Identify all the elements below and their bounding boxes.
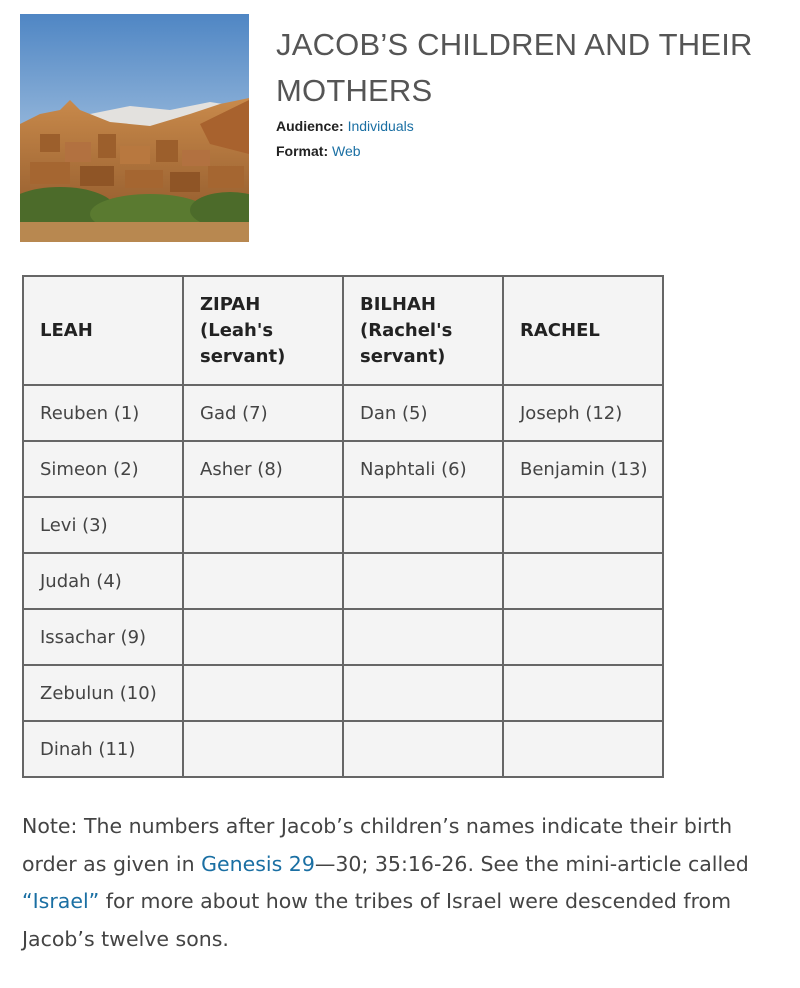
note-prefix: Note: The numbers after Jacob’s children’s names indicate their birth order as given in [22, 814, 733, 876]
table-cell: Gad (7) [183, 385, 343, 441]
table-cell [343, 609, 503, 665]
table-cell: Dinah (11) [23, 721, 183, 777]
header-line: BILHAH [360, 293, 436, 315]
format-link[interactable]: Web [332, 143, 361, 159]
table-row [23, 385, 663, 441]
table-cell: Dan (5) [343, 385, 503, 441]
article-thumbnail [20, 14, 249, 242]
children-mothers-table [22, 275, 664, 778]
audience-label: Audience: [276, 118, 344, 134]
table-cell [183, 553, 343, 609]
header-line: (Leah's [200, 319, 274, 341]
page-title: JACOB’S CHILDREN AND THEIR MOTHERS [276, 27, 753, 108]
table-cell [503, 665, 663, 721]
table-cell [343, 497, 503, 553]
table-row [23, 721, 663, 777]
table-cell [183, 721, 343, 777]
header-line: servant) [360, 345, 446, 367]
table-header-row [23, 276, 663, 385]
table-cell [183, 497, 343, 553]
note-middle: —30; 35:16-26. See the mini-article called [314, 851, 749, 876]
table-row [23, 553, 663, 609]
table-row [23, 665, 663, 721]
audience-link[interactable]: Individuals [347, 118, 414, 134]
table-cell: Benjamin (13) [503, 441, 663, 497]
table-cell [503, 553, 663, 609]
header-leah [23, 276, 183, 385]
table-cell: Joseph (12) [503, 385, 663, 441]
header-line: LEAH [40, 319, 93, 341]
table-cell [183, 609, 343, 665]
header-rachel [503, 276, 663, 385]
table-row [23, 609, 663, 665]
header-line: servant) [200, 345, 286, 367]
table-cell [503, 497, 663, 553]
format-label: Format: [276, 143, 329, 159]
table-cell [503, 721, 663, 777]
note-suffix: for more about how the tribes of Israel were descended from Jacob’s twelve sons. [22, 889, 732, 951]
table-cell [343, 721, 503, 777]
header-zipah [183, 276, 343, 385]
birth-order-note [22, 808, 782, 958]
audience-meta [276, 118, 414, 134]
table-row [23, 441, 663, 497]
table-cell: Simeon (2) [23, 441, 183, 497]
header-line: RACHEL [520, 319, 600, 341]
header-line: (Rachel's [360, 319, 453, 341]
header-bilhah [343, 276, 503, 385]
table-cell: Judah (4) [23, 553, 183, 609]
israel-article-link[interactable]: “Israel” [22, 889, 100, 913]
table-cell [183, 665, 343, 721]
table-cell: Levi (3) [23, 497, 183, 553]
genesis-29-link[interactable]: Genesis 29 [201, 851, 315, 876]
table-cell [343, 553, 503, 609]
table-cell: Zebulun (10) [23, 665, 183, 721]
table-cell: Reuben (1) [23, 385, 183, 441]
table-cell: Asher (8) [183, 441, 343, 497]
table-row [23, 497, 663, 553]
table-cell: Naphtali (6) [343, 441, 503, 497]
table-cell [343, 665, 503, 721]
table-cell [503, 609, 663, 665]
table-cell: Issachar (9) [23, 609, 183, 665]
format-meta [276, 143, 361, 159]
header-line: ZIPAH [200, 293, 261, 315]
